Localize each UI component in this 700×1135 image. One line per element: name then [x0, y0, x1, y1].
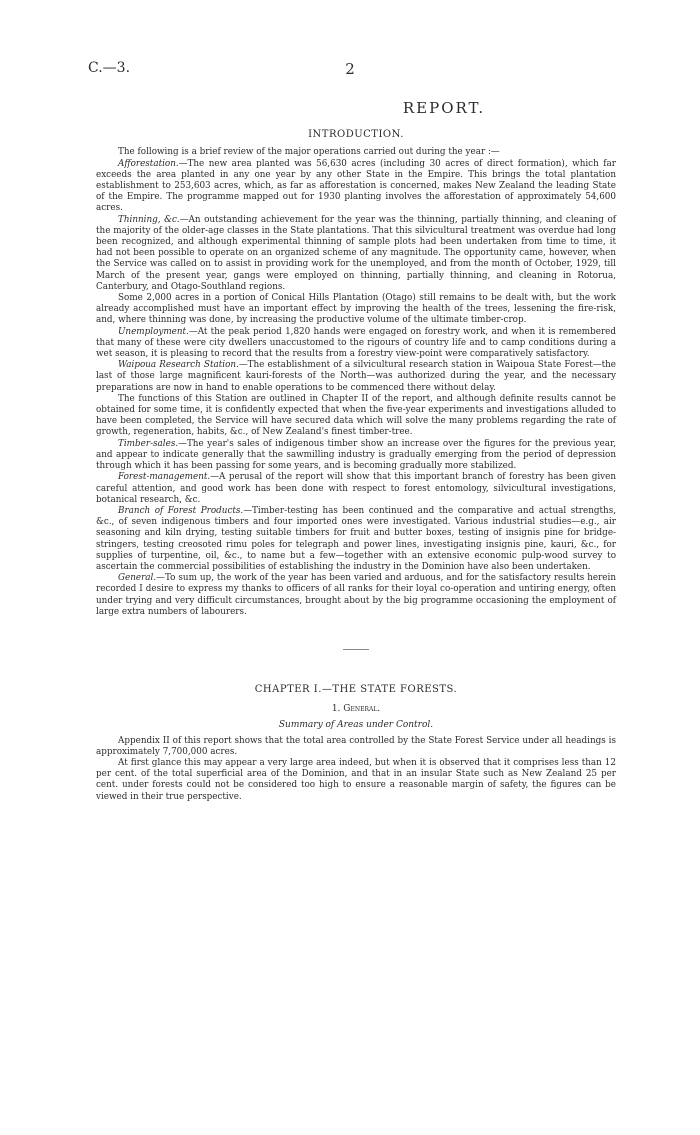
chapter-paragraph: Appendix II of this report shows that the total area controlled by the State Forest Service under all headings is approximately 7,700,000 acres.: [96, 735, 616, 757]
paragraph-station-functions: [96, 394, 616, 439]
introduction-lead: The following is a brief review of the major operations carried out during the year :—: [118, 147, 500, 158]
chapter-paragraph: At first glance this may appear a very large area indeed, but when it is observed that it comprises less than 12 per cent. of the total superficial area of the Dominion, and that in an insular State such as New Zealand 25 per cent. under forests could not be considered too high to ensure a reasonable margin of safety, the figures can be viewed in their true perspective.: [96, 757, 616, 802]
subheading: Summary of Areas under Control.: [278, 720, 434, 731]
paragraph-forest-management: [96, 472, 616, 506]
paragraph-label: Timber-sales.: [118, 438, 179, 449]
paragraph-forest-products: [96, 506, 616, 573]
paragraph-text: —The new area planted was 56,630 acres (including 30 acres of direct formation), which far exceeds the area planted in any one year by any other State in the Empire. This brings the total plantation establishment to 253,603 acres, which, as far as afforestation is concerned, makes New Zealand the leading State of the Empire. The programme mapped out for 1930 planting involves the afforestation of approximately 54,600 acres.: [96, 158, 616, 214]
paragraph-label: Forest-management.: [118, 472, 211, 483]
paragraph-text: —To sum up, the work of the year has been varied and arduous, and for the satisfactory results herein recorded I desire to express my thanks to officers of all ranks for their loyal co-operation and untiring energy, often under trying and very difficult circumstances, brought about by the big programme occasioning the employment of large extra numbers of labourers.: [96, 573, 616, 617]
introduction-heading: INTRODUCTION.: [308, 129, 404, 141]
subsection-heading: 1. General.: [331, 704, 381, 715]
paragraph-text: —A perusal of the report will show that this important branch of forestry has been given careful attention, and good work has been done with respect to forest entomology, silvicultural investigations, botanical research, &c.: [96, 472, 616, 505]
paragraph-text: —An outstanding achievement for the year was the thinning, partially thinning, and cleaning of the majority of the older-age classes in the State plantations. That this silvicultural treatment was overdue had long been recognized, and although experimental thinning of sample plots had been undertaken from time to time, it had not been possible to operate on an organized scheme of any magnitude. The opportunity came, however, when the Service was called on to assist in providing work for the unemployed, and from the month of October, 1929, till March of the present year, gangs were employed on thinning, partially thinning, and cleaning in Rotorua, Canterbury, and Otago-Southland regions.: [96, 214, 617, 292]
document-code: C.—3.: [88, 60, 131, 76]
paragraph-label: Branch of Forest Products.: [118, 505, 244, 516]
paragraph-label: Unemployment.: [118, 326, 189, 337]
section-divider: [343, 649, 369, 650]
paragraph-unemployment: [96, 327, 616, 361]
report-title: REPORT.: [402, 99, 486, 117]
paragraph-conical-hills: [96, 293, 616, 327]
paragraph-label: Waipoua Research Station.: [118, 360, 239, 371]
paragraph-general: [96, 573, 616, 618]
paragraph-thinning: [96, 215, 616, 293]
paragraph-text: —The establishment of a silvicultural research station in Waipoua State Forest—the last of those large magnificent kauri-forests of the North—was authorized during the year, and the necessary preparations are now in hand to enable operations to be commenced there without delay.: [96, 360, 616, 393]
page-number: 2: [345, 60, 355, 78]
paragraph-text: Some 2,000 acres in a portion of Conical Hills Plantation (Otago) still remains to be dealt with, but the work already accomplished must have an important effect by improving the health of the trees, lessening the fire-risk, and, where thinning was done, by increasing the productive volume of the ultimate timber-crop.: [96, 293, 616, 326]
paragraph-waipoua: [96, 360, 616, 394]
chapter-heading: CHAPTER I.—THE STATE FORESTS.: [254, 683, 458, 695]
paragraph-text: —Timber-testing has been continued and the comparative and actual strengths, &c., of seven indigenous timbers and four imported ones were investigated. Various industrial studies—e.g., air seasoning and kiln drying, testing suitable timbers for fruit and butter boxes, testing of insignis pine for bridge-stringers, testing creosoted rimu poles for telegraph and power lines, investigating insignis pine, kauri, &c., for supplies of turpentine, oil, &c., to name but a few—together with an extensive economic pulp-wood survey to ascertain the commercial possibilities of establishing the industry in the Dominion have also been undertaken.: [96, 505, 617, 572]
paragraph-label: Thinning, &c.: [118, 214, 180, 225]
paragraph-text: —The year's sales of indigenous timber show an increase over the figures for the previous year, and appear to indicate generally that the sawmilling industry is gradually emerging from the period of depression through which it has been passing for some years, and is becoming gradually more stabilized.: [96, 438, 616, 472]
paragraph-afforestation: [96, 159, 616, 215]
paragraph-text: —At the peak period 1,820 hands were engaged on forestry work, and when it is remembered that many of these were city dwellers unaccustomed to the rigours of country life and to camp conditions during a wet season, it is pleasing to record that the results from a forestry view-point were comparatively satisfactory.: [96, 326, 616, 360]
paragraph-label: General.: [118, 573, 157, 584]
paragraph-timber-sales: [96, 439, 616, 473]
page-content: [96, 99, 617, 803]
paragraph-label: Afforestation.: [118, 158, 179, 169]
paragraph-text: The functions of this Station are outlined in Chapter II of the report, and although definite results cannot be obtained for some time, it is confidently expected that when the five-year experiments and investigations alluded to have been completed, the Service will have secured data which will solve the many problems regarding the rate of growth, regeneration, habits, &c., of New Zealand's finest timber-tree.: [96, 393, 616, 438]
